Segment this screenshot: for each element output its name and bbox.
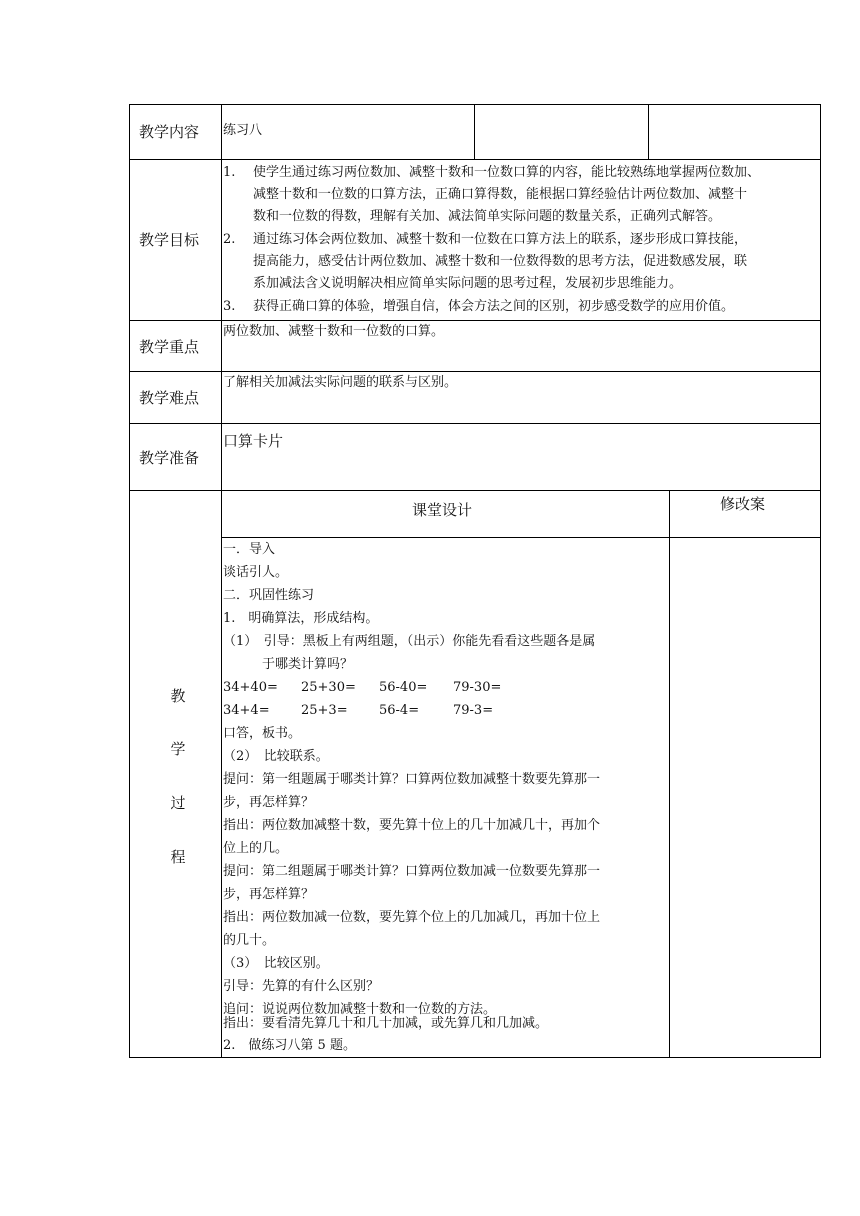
table-rule-4 <box>129 423 821 424</box>
process-line: 引导：先算的有什么区别？ <box>223 979 380 994</box>
objective-line: 减整十数和一位数的口算方法，正确口算得数，能根据口算经验估计两位数加、减整十 <box>253 187 748 202</box>
process-line: 提问：第二组题属于哪类计算？口算两位数加减一位数要先算那一 <box>223 864 601 879</box>
header-cell-divider-2 <box>648 104 649 160</box>
process-label-char: 程 <box>170 848 186 866</box>
process-line: 1. 明确算法，形成结构。 <box>223 611 379 626</box>
process-line: 指出：两位数加减整十数，要先算十位上的几十加减几十，再加个 <box>223 818 601 833</box>
content-value: 练习八 <box>223 123 263 138</box>
process-line: 口答，板书。 <box>223 726 302 741</box>
process-line: 步，再怎样算？ <box>223 795 315 810</box>
objective-line: 提高能力，感受估计两位数加、减整十数和一位数得数的思考方法，促进数感发展，联 <box>253 254 748 269</box>
process-line: 指出：要看清先算几十和几十加减，或先算几和几加减。 <box>223 1016 549 1031</box>
content-label: 教学内容 <box>139 123 200 141</box>
objective-item <box>223 162 820 228</box>
calc-item: 79-3= <box>453 703 494 718</box>
table-rule-1 <box>129 159 821 160</box>
process-label-char: 教 <box>170 687 186 705</box>
calc-item: 25+3= <box>301 703 348 718</box>
difficulties-label: 教学难点 <box>139 389 200 407</box>
header-cell-divider-1 <box>474 104 475 160</box>
objective-item <box>223 296 820 318</box>
calc-item: 56-4= <box>379 703 420 718</box>
table-border-left <box>129 104 130 1058</box>
key-points-label: 教学重点 <box>139 338 200 356</box>
objective-number: 1. <box>223 165 236 180</box>
process-line: 的几十。 <box>223 933 276 948</box>
revision-column-divider <box>669 490 670 1058</box>
revision-column-header: 修改案 <box>720 495 766 513</box>
objective-line: 使学生通过练习两位数加、减整十数和一位数口算的内容，能比较熟练地掌握两位数加、 <box>253 165 761 180</box>
objective-line: 通过练习体会两位数加、减整十数和一位数在口算方法上的联系，逐步形成口算技能， <box>253 232 748 247</box>
key-points-value: 两位数加、减整十数和一位数的口算。 <box>223 324 445 339</box>
process-line: 二．巩固性练习 <box>223 588 315 603</box>
design-column-header: 课堂设计 <box>412 501 473 519</box>
process-line: 步，再怎样算？ <box>223 887 315 902</box>
objective-line: 系加减法含义说明解决相应简单实际问题的思考过程，发展初步思维能力。 <box>253 276 683 291</box>
process-line: 位上的几。 <box>223 841 289 856</box>
objective-line: 获得正确口算的体验，增强自信，体会方法之间的区别，初步感受数学的应用价值。 <box>253 299 735 314</box>
process-label-char: 过 <box>170 794 186 812</box>
process-line: 提问：第一组题属于哪类计算？口算两位数加减整十数要先算那一 <box>223 772 601 787</box>
calc-item: 34+40= <box>223 680 278 695</box>
process-line: 谈话引人。 <box>223 565 289 580</box>
process-line: （1） 引导：黑板上有两组题，（出示）你能先看看这些题各是属 <box>223 634 596 649</box>
difficulties-value: 了解相关加减法实际问题的联系与区别。 <box>223 375 458 390</box>
process-line: 2. 做练习八第 5 题。 <box>223 1038 356 1053</box>
preparation-value: 口算卡片 <box>223 432 284 450</box>
preparation-label: 教学准备 <box>139 449 200 467</box>
objectives-label: 教学目标 <box>139 231 200 249</box>
calc-item: 25+30= <box>301 680 356 695</box>
table-border-top <box>129 104 821 105</box>
objective-item <box>223 229 820 295</box>
calc-item: 56-40= <box>379 680 428 695</box>
objective-number: 3. <box>223 299 236 314</box>
process-line: 于哪类计算吗？ <box>223 657 354 672</box>
process-line: （2） 比较联系。 <box>223 749 329 764</box>
process-line: 指出：两位数加减一位数，要先算个位上的几加减几，再加十位上 <box>223 910 601 925</box>
table-border-bottom <box>129 1057 821 1058</box>
table-rule-6 <box>221 537 821 538</box>
process-line: 一．导入 <box>223 542 276 557</box>
process-line: 追问：说说两位数加减整十数和一位数的方法。 <box>223 1002 497 1017</box>
process-line: （3） 比较区别。 <box>223 956 329 971</box>
calc-item: 79-30= <box>453 680 502 695</box>
table-rule-5 <box>129 490 821 491</box>
table-label-divider <box>221 104 222 1058</box>
objective-number: 2. <box>223 232 236 247</box>
objective-line: 数和一位数的得数，理解有关加、减法简单实际问题的数量关系，正确列式解答。 <box>253 209 722 224</box>
process-label-char: 学 <box>170 740 186 758</box>
calc-item: 34+4= <box>223 703 270 718</box>
